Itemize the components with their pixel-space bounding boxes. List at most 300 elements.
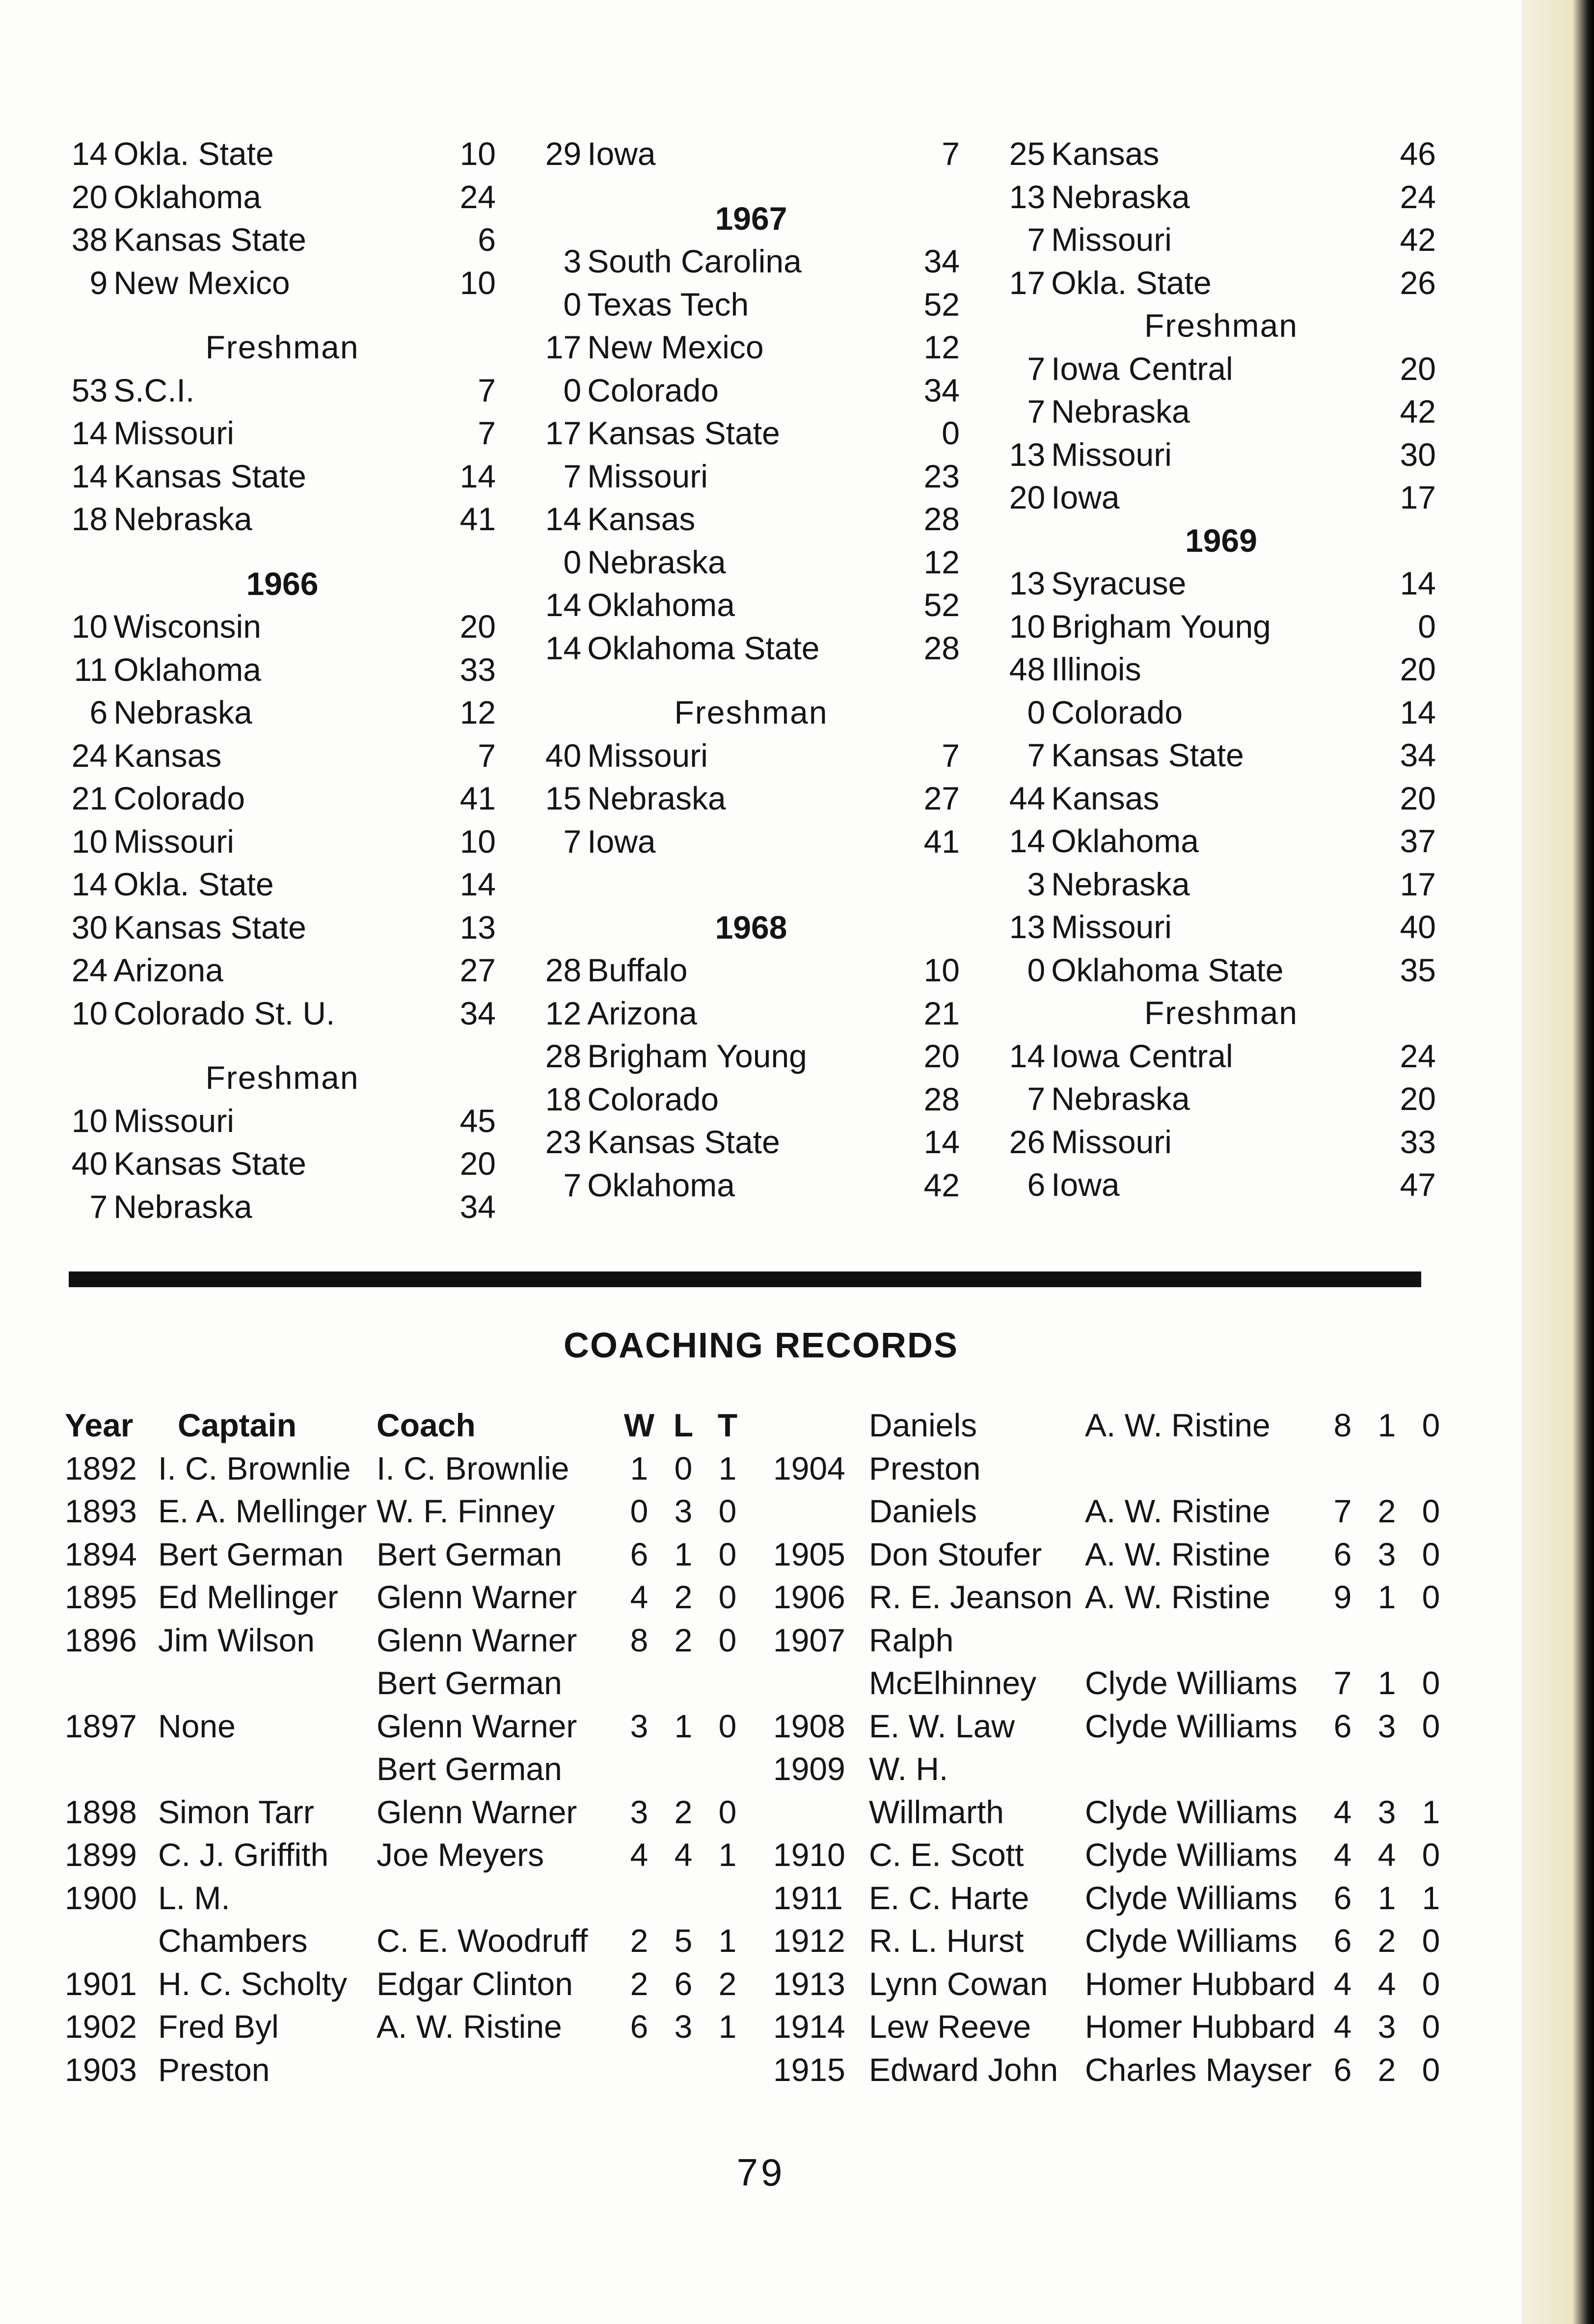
- opponent-name: Oklahoma: [113, 651, 261, 688]
- game-row: [69, 176, 496, 219]
- losses-cell: 3: [1378, 1707, 1396, 1744]
- opponent-name: Nebraska: [1051, 1081, 1190, 1117]
- wins-cell: 6: [630, 1536, 648, 1572]
- year-cell: 1914: [773, 2008, 845, 2045]
- year-cell: 1907: [773, 1621, 845, 1658]
- game-row: [69, 369, 496, 412]
- captain-cell: E. W. Law: [869, 1707, 1015, 1744]
- wins-cell: 7: [1333, 1493, 1352, 1529]
- ties-cell: [705, 2049, 750, 2092]
- game-row: [542, 584, 960, 627]
- game-row: [69, 992, 496, 1035]
- coach-cell: I. C. Brownlie: [377, 1450, 569, 1486]
- coach-cell: Charles Mayser: [1085, 2051, 1312, 2088]
- wins-cell: 4: [1333, 1793, 1352, 1830]
- opponent-score: 10: [459, 135, 496, 172]
- game-row: [1006, 562, 1436, 605]
- year-cell: 1910: [773, 1837, 845, 1873]
- year-cell: 1901: [65, 1965, 137, 2002]
- year-cell: 1908: [773, 1707, 845, 1744]
- game-row: [69, 691, 496, 734]
- coaching-row: [65, 1705, 750, 1748]
- opponent-score: 42: [923, 1166, 960, 1203]
- game-row: [69, 949, 496, 992]
- captain-cell: R. L. Hurst: [869, 1922, 1024, 1959]
- losses-cell: 2: [1378, 2051, 1396, 2088]
- coaching-row: [65, 1662, 750, 1705]
- opponent-name: Kansas: [113, 737, 222, 774]
- losses-cell: 3: [674, 1493, 693, 1529]
- team-score: 20: [1009, 479, 1046, 515]
- opponent-score: 28: [923, 1081, 960, 1117]
- game-row: [1006, 777, 1436, 820]
- team-score: 11: [74, 651, 108, 688]
- year-cell: [65, 1919, 158, 1963]
- year-cell: 1912: [773, 1922, 845, 1959]
- team-score: 13: [1009, 909, 1046, 945]
- coach-cell: Glenn Warner: [377, 1793, 577, 1830]
- captain-cell: C. J. Griffith: [158, 1837, 329, 1873]
- opponent-name: Kansas State: [113, 909, 306, 946]
- coaching-row: [65, 1447, 750, 1490]
- team-score: 14: [1009, 823, 1046, 859]
- opponent-name: Colorado: [113, 780, 245, 816]
- opponent-score: 34: [923, 243, 960, 279]
- header-captain: Captain: [178, 1407, 297, 1443]
- captain-cell: Don Stoufer: [869, 1536, 1042, 1572]
- section-divider: [69, 1271, 1421, 1287]
- losses-cell: 4: [674, 1837, 693, 1873]
- losses-cell: 4: [1378, 1965, 1396, 2002]
- captain-cell: H. C. Scholty: [158, 1965, 348, 2002]
- year-cell: 1903: [65, 2051, 137, 2088]
- game-row: [1006, 1163, 1436, 1207]
- team-score: 10: [71, 608, 108, 645]
- coaching-table-header: [65, 1404, 750, 1447]
- year-cell: 1913: [773, 1965, 845, 2002]
- opponent-score: 24: [1400, 1037, 1436, 1074]
- opponent-name: Okla. State: [113, 866, 274, 902]
- opponent-score: 20: [459, 608, 496, 645]
- opponent-name: Kansas State: [113, 458, 306, 494]
- losses-cell: 2: [1378, 1922, 1396, 1959]
- coaching-row: [65, 1576, 750, 1619]
- losses-cell: 1: [1378, 1407, 1396, 1443]
- opponent-score: 12: [459, 694, 496, 730]
- team-score: 7: [563, 823, 582, 860]
- losses-cell: [1365, 1447, 1409, 1490]
- wins-cell: 4: [1333, 1837, 1352, 1873]
- opponent-score: 28: [923, 629, 960, 666]
- opponent-score: 24: [1400, 178, 1436, 215]
- wins-cell: 9: [1333, 1579, 1352, 1615]
- ties-cell: 0: [718, 1579, 737, 1615]
- opponent-name: Nebraska: [1051, 178, 1190, 215]
- opponent-name: Brigham Young: [587, 1038, 807, 1074]
- team-score: 18: [545, 1081, 582, 1117]
- captain-cell: Chambers: [158, 1922, 308, 1959]
- opponent-name: South Carolina: [587, 243, 802, 279]
- opponent-score: 10: [923, 952, 960, 988]
- captain-cell: Daniels: [869, 1407, 977, 1443]
- opponent-name: Missouri: [113, 1102, 234, 1139]
- opponent-name: Syracuse: [1051, 565, 1187, 601]
- ties-cell: 1: [718, 1922, 737, 1959]
- year-cell: 1911: [773, 1879, 843, 1916]
- wins-cell: 7: [1333, 1665, 1352, 1701]
- losses-cell: 2: [674, 1621, 693, 1658]
- ties-cell: 1: [718, 2008, 737, 2045]
- game-row: [69, 734, 496, 778]
- year-cell: 1893: [65, 1493, 137, 1529]
- opponent-name: Kansas State: [587, 415, 780, 451]
- wins-cell: 1: [630, 1450, 648, 1486]
- wins-cell: 4: [630, 1837, 648, 1873]
- year-cell: [773, 1662, 869, 1705]
- game-row: [69, 1100, 496, 1143]
- coaching-row: [773, 1447, 1453, 1490]
- opponent-score: 34: [923, 372, 960, 408]
- opponent-name: Texas Tech: [587, 286, 749, 323]
- team-score: 40: [545, 737, 582, 774]
- opponent-name: Iowa Central: [1051, 1037, 1233, 1074]
- captain-cell: Preston: [869, 1450, 981, 1486]
- team-score: 0: [1027, 694, 1046, 730]
- wins-cell: 4: [1333, 1965, 1352, 2002]
- team-score: 14: [71, 458, 108, 494]
- opponent-score: 28: [923, 501, 960, 537]
- team-score: 23: [545, 1124, 582, 1160]
- captain-cell: Edward John: [869, 2051, 1058, 2088]
- losses-cell: 3: [1378, 1536, 1396, 1572]
- team-score: 3: [1027, 865, 1046, 902]
- opponent-name: Nebraska: [587, 780, 726, 816]
- team-score: 28: [545, 1038, 582, 1074]
- opponent-score: 21: [923, 995, 960, 1031]
- ties-cell: [705, 1877, 750, 1920]
- coaching-row: [65, 1834, 750, 1877]
- game-row: [542, 1035, 960, 1078]
- coaching-row: [773, 2005, 1453, 2049]
- captain-cell: Lynn Cowan: [869, 1965, 1048, 2002]
- team-score: 7: [1027, 393, 1046, 430]
- losses-cell: 1: [674, 1707, 693, 1744]
- game-row: [69, 605, 496, 649]
- game-row: [1006, 906, 1436, 949]
- team-score: 29: [545, 135, 582, 172]
- game-row: [69, 1186, 496, 1229]
- team-score: 0: [563, 543, 582, 580]
- year-cell: 1909: [773, 1751, 845, 1787]
- losses-cell: 5: [674, 1922, 693, 1959]
- ties-cell: 0: [1422, 1707, 1440, 1744]
- opponent-name: Oklahoma: [1051, 823, 1199, 859]
- opponent-score: 20: [1400, 350, 1436, 387]
- team-score: 10: [71, 1102, 108, 1139]
- opponent-score: 52: [923, 286, 960, 323]
- coach-cell: Glenn Warner: [377, 1579, 577, 1615]
- coach-cell: [377, 2049, 617, 2092]
- captain-cell: E. A. Mellinger: [158, 1493, 367, 1529]
- game-row: [542, 734, 960, 778]
- year-heading-1967: 1967: [715, 200, 787, 237]
- losses-cell: 6: [674, 1965, 693, 2002]
- game-row: [1006, 1121, 1436, 1164]
- coaching-row: [773, 1404, 1453, 1447]
- coach-cell: Glenn Warner: [377, 1707, 577, 1744]
- opponent-score: 46: [1400, 135, 1436, 172]
- opponent-name: Missouri: [587, 458, 708, 494]
- team-score: 21: [71, 780, 108, 816]
- game-row: [69, 863, 496, 906]
- coaching-row: [65, 2005, 750, 2049]
- ties-cell: 0: [718, 1621, 737, 1658]
- coaching-row: [65, 2049, 750, 2092]
- ties-cell: 0: [1422, 2008, 1440, 2045]
- coach-cell: Bert German: [377, 1665, 562, 1701]
- ties-cell: 0: [1422, 1965, 1440, 2002]
- game-row: [542, 133, 960, 176]
- team-score: 14: [1009, 1037, 1046, 1074]
- page-edge: [1522, 0, 1594, 2324]
- coaching-records-title: COACHING RECORDS: [563, 1326, 959, 1365]
- captain-cell: Ralph: [869, 1621, 954, 1658]
- game-row: [69, 777, 496, 820]
- coaching-row: [65, 1963, 750, 2006]
- losses-cell: [1365, 1619, 1409, 1662]
- header-coach: Coach: [377, 1407, 476, 1443]
- opponent-name: Missouri: [1051, 1123, 1172, 1160]
- coaching-row: [65, 1490, 750, 1533]
- game-row: [1006, 648, 1436, 691]
- wins-cell: 4: [1333, 2008, 1352, 2045]
- captain-cell: None: [158, 1707, 236, 1744]
- ties-cell: 2: [718, 1965, 737, 2002]
- game-row: [542, 1121, 960, 1164]
- wins-cell: [1321, 1619, 1365, 1662]
- coaching-table-right: [773, 1404, 1453, 2091]
- opponent-name: New Mexico: [587, 329, 764, 365]
- captain-cell: Lew Reeve: [869, 2008, 1031, 2045]
- wins-cell: 6: [1333, 1922, 1352, 1959]
- game-row: [542, 283, 960, 326]
- opponent-name: Missouri: [1051, 909, 1172, 945]
- wins-cell: [617, 1877, 661, 1920]
- coaching-row: [773, 1919, 1453, 1963]
- game-row: [542, 369, 960, 412]
- captain-cell: R. E. Jeanson: [869, 1579, 1073, 1615]
- opponent-name: Colorado: [1051, 694, 1183, 730]
- coach-cell: W. F. Finney: [377, 1493, 555, 1529]
- opponent-name: Kansas: [1051, 135, 1160, 172]
- losses-cell: 1: [1378, 1879, 1396, 1916]
- opponent-name: Kansas State: [587, 1124, 780, 1160]
- team-score: 7: [1027, 1081, 1046, 1117]
- year-cell: 1895: [65, 1579, 137, 1615]
- opponent-score: 13: [459, 909, 496, 946]
- ties-cell: [705, 1662, 750, 1705]
- opponent-name: Nebraska: [113, 694, 252, 730]
- opponent-score: 20: [459, 1145, 496, 1182]
- ties-cell: 0: [1422, 2051, 1440, 2088]
- game-row: [1006, 734, 1436, 777]
- team-score: 30: [71, 909, 108, 946]
- opponent-name: Missouri: [113, 415, 234, 451]
- ties-cell: 0: [718, 1493, 737, 1529]
- wins-cell: 6: [1333, 2051, 1352, 2088]
- losses-cell: [661, 1662, 705, 1705]
- opponent-name: Kansas: [1051, 780, 1160, 816]
- captain-cell: Jim Wilson: [158, 1621, 315, 1658]
- team-score: 7: [1027, 350, 1046, 387]
- game-row: [542, 240, 960, 283]
- opponent-score: 35: [1400, 951, 1436, 988]
- opponent-score: 20: [923, 1038, 960, 1074]
- coaching-row: [65, 1791, 750, 1834]
- game-row: [69, 412, 496, 455]
- opponent-name: Wisconsin: [113, 608, 261, 645]
- losses-cell: [661, 1877, 705, 1920]
- losses-cell: 0: [674, 1450, 693, 1486]
- captain-cell: Ed Mellinger: [158, 1579, 338, 1615]
- freshman-heading: Freshman: [205, 1059, 359, 1096]
- game-row: [542, 455, 960, 498]
- year-heading-1969: 1969: [1185, 522, 1257, 559]
- losses-cell: 2: [1378, 1493, 1396, 1529]
- game-row: [69, 498, 496, 541]
- coach-cell: Glenn Warner: [377, 1621, 577, 1658]
- wins-cell: [617, 1662, 661, 1705]
- coach-cell: [1085, 1748, 1321, 1791]
- coaching-row: [773, 1705, 1453, 1748]
- captain-cell: W. H.: [869, 1751, 948, 1787]
- losses-cell: 3: [1378, 2008, 1396, 2045]
- coaching-row: [773, 1834, 1453, 1877]
- opponent-score: 41: [459, 501, 496, 537]
- wins-cell: 2: [630, 1965, 648, 2002]
- game-row: [1006, 820, 1436, 863]
- scores-column-1: [69, 133, 496, 1228]
- losses-cell: [1365, 1748, 1409, 1791]
- freshman-heading: Freshman: [674, 694, 828, 730]
- coach-cell: A. W. Ristine: [377, 2008, 562, 2045]
- ties-cell: 0: [1422, 1922, 1440, 1959]
- game-row: [1006, 176, 1436, 219]
- year-cell: 1896: [65, 1621, 137, 1658]
- opponent-name: New Mexico: [113, 264, 290, 301]
- team-score: 6: [89, 694, 108, 730]
- coaching-row: [65, 1919, 750, 1963]
- opponent-score: 41: [923, 823, 960, 860]
- opponent-score: 6: [478, 221, 496, 258]
- opponent-score: 14: [1400, 694, 1436, 730]
- opponent-score: 52: [923, 587, 960, 623]
- header-w: W: [623, 1407, 655, 1443]
- game-row: [69, 820, 496, 864]
- ties-cell: 0: [718, 1536, 737, 1572]
- team-score: 24: [71, 952, 108, 988]
- wins-cell: 4: [630, 1579, 648, 1615]
- team-score: 17: [1009, 264, 1046, 301]
- coaching-row: [773, 1490, 1453, 1533]
- coach-cell: Clyde Williams: [1085, 1837, 1297, 1873]
- year-cell: 1898: [65, 1793, 137, 1830]
- opponent-score: 34: [459, 1188, 496, 1225]
- coaching-row: [65, 1619, 750, 1662]
- team-score: 10: [71, 823, 108, 860]
- team-score: 13: [1009, 178, 1046, 215]
- opponent-score: 7: [942, 135, 960, 172]
- wins-cell: 3: [630, 1793, 648, 1830]
- coaching-row: [773, 1619, 1453, 1662]
- coach-cell: C. E. Woodruff: [377, 1922, 588, 1959]
- opponent-name: Nebraska: [1051, 865, 1190, 902]
- coach-cell: Edgar Clinton: [377, 1965, 573, 2002]
- coach-cell: Clyde Williams: [1085, 1922, 1297, 1959]
- ties-cell: 1: [1422, 1879, 1440, 1916]
- opponent-name: Oklahoma: [587, 1166, 735, 1203]
- opponent-score: 10: [459, 264, 496, 301]
- opponent-name: Iowa: [1051, 479, 1120, 515]
- opponent-name: Arizona: [587, 995, 697, 1031]
- year-cell: [773, 1791, 869, 1834]
- coaching-row: [65, 1877, 750, 1920]
- game-row: [542, 992, 960, 1035]
- game-row: [1006, 691, 1436, 734]
- game-row: [69, 649, 496, 692]
- coaching-row: [65, 1748, 750, 1791]
- ties-cell: 1: [1422, 1793, 1440, 1830]
- opponent-score: 14: [459, 458, 496, 494]
- year-cell: 1892: [65, 1450, 137, 1486]
- opponent-score: 17: [1400, 865, 1436, 902]
- opponent-name: Colorado St. U.: [113, 995, 335, 1031]
- opponent-name: Kansas State: [1051, 737, 1244, 773]
- losses-cell: 1: [1378, 1665, 1396, 1701]
- coach-cell: Homer Hubbard: [1085, 2008, 1316, 2045]
- captain-cell: L. M.: [158, 1879, 230, 1916]
- wins-cell: 8: [1333, 1407, 1352, 1443]
- opponent-name: Okla. State: [1051, 264, 1212, 301]
- coaching-row: [65, 1533, 750, 1576]
- opponent-name: Missouri: [1051, 221, 1172, 258]
- team-score: 0: [1027, 951, 1046, 988]
- game-row: [69, 218, 496, 262]
- header-l: L: [673, 1407, 694, 1443]
- opponent-score: 37: [1400, 823, 1436, 859]
- year-cell: 1915: [773, 2051, 845, 2088]
- coach-cell: Clyde Williams: [1085, 1665, 1297, 1701]
- freshman-heading: Freshman: [1144, 307, 1298, 344]
- opponent-name: Missouri: [113, 823, 234, 860]
- captain-cell: Daniels: [869, 1493, 977, 1529]
- opponent-name: Iowa Central: [1051, 350, 1233, 387]
- opponent-score: 27: [923, 780, 960, 816]
- ties-cell: [1409, 1447, 1453, 1490]
- wins-cell: 2: [630, 1922, 648, 1959]
- opponent-score: 24: [459, 178, 496, 215]
- opponent-name: Brigham Young: [1051, 608, 1271, 645]
- page-number: 79: [736, 2151, 785, 2194]
- opponent-name: Nebraska: [1051, 393, 1190, 430]
- opponent-score: 10: [459, 823, 496, 860]
- opponent-score: 42: [1400, 221, 1436, 258]
- coach-cell: [1085, 1619, 1321, 1662]
- losses-cell: [661, 1748, 705, 1791]
- opponent-score: 20: [1400, 780, 1436, 816]
- coaching-row: [773, 2049, 1453, 2092]
- team-score: 53: [71, 372, 108, 408]
